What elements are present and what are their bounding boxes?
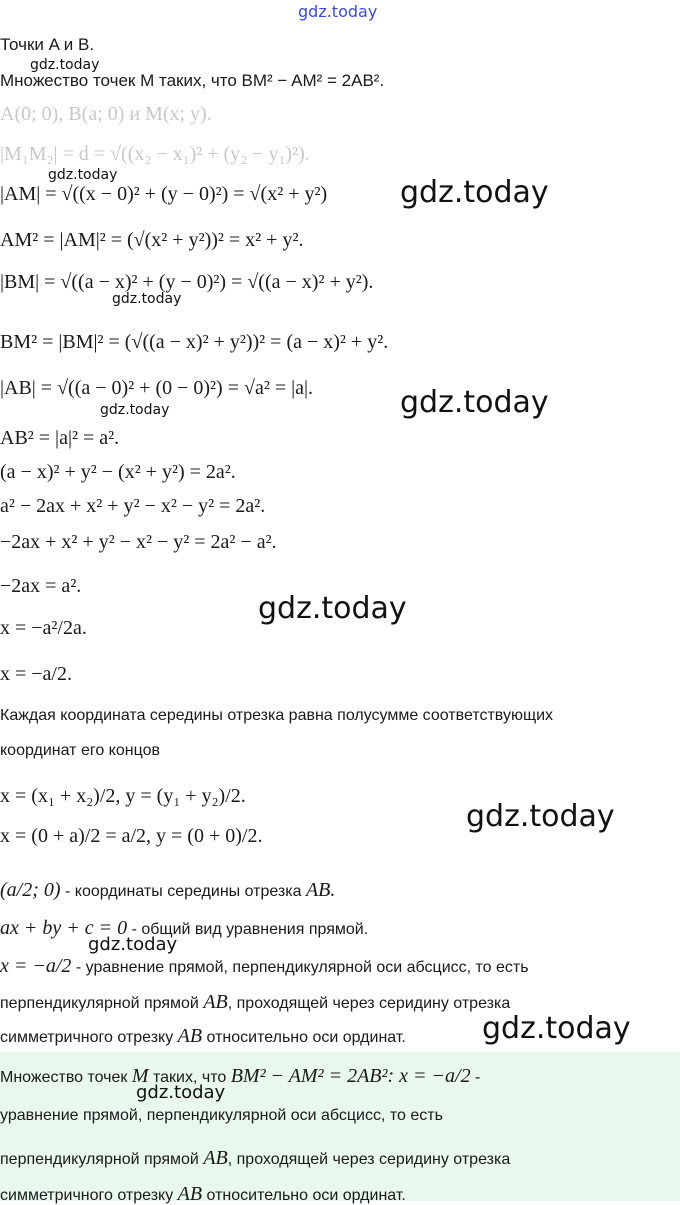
midpoint-math: (a/2; 0): [0, 879, 61, 901]
midpoint-text: - координаты середины отрезка: [60, 883, 306, 900]
perp-line: [0, 992, 510, 1012]
answer-line-2: уравнение прямой, перпендикулярной оси абсцисс, то есть: [0, 1107, 443, 1124]
general-text: - общий вид уравнения прямой.: [127, 921, 369, 938]
math-line-10: −2ax = a².: [0, 575, 82, 597]
perp-text-2: , проходящей через серидину отрезка: [227, 995, 511, 1012]
watermark-top: gdz.today: [298, 2, 378, 21]
answer-line-4: [0, 1184, 406, 1204]
watermark-large: gdz.today: [400, 175, 549, 210]
midpoint-ab: AB.: [305, 879, 336, 901]
math-line-8: a² − 2ax + x² + y² − x² − y² = 2a².: [0, 495, 266, 517]
watermark-large: gdz.today: [258, 591, 407, 626]
perp-ab: AB: [203, 991, 228, 1013]
answer-m: M: [131, 1065, 149, 1087]
faded-coords: A(0; 0), B(a; 0) и M(x; y).: [0, 103, 212, 125]
math-line-7: (a − x)² + y² − (x² + y²) = 2a².: [0, 461, 236, 483]
math-line-14: x = (0 + a)/2 = a/2, y = (0 + 0)/2.: [0, 825, 263, 847]
answer-line-3: [0, 1148, 510, 1168]
line-text: - уравнение прямой, перпендикулярной оси абсцисс, то есть: [71, 959, 529, 976]
sym-ab: AB: [177, 1025, 203, 1047]
watermark-large: gdz.today: [466, 799, 615, 834]
watermark-large: gdz.today: [482, 1011, 631, 1046]
line-math: x = −a/2: [0, 955, 72, 977]
math-line-4: BM² = |BM|² = (√((a − x)² + y²))² = (a − x)² + y².: [0, 331, 389, 353]
sym-text-2: относительно оси ординат.: [202, 1029, 406, 1046]
sym-line: [0, 1026, 406, 1046]
sym-text: симметричного отрезку: [0, 1029, 178, 1046]
answer-text-1: Множество точек: [0, 1069, 132, 1086]
watermark-small: gdz.today: [88, 934, 178, 955]
line-equation: [0, 956, 529, 976]
watermark-large: gdz.today: [400, 385, 549, 420]
answer-ab-4: AB: [177, 1183, 203, 1205]
answer-block: [0, 1052, 680, 1205]
text-midpoint-rule-2: координат его концов: [0, 742, 160, 759]
answer-line-1: [0, 1066, 480, 1086]
midpoint-line: [0, 880, 335, 900]
math-line-11: x = −a²/2a.: [0, 617, 87, 639]
watermark-small: gdz.today: [136, 1082, 226, 1103]
faded-points: Точки A и B.: [0, 35, 95, 54]
answer-end: -: [470, 1069, 481, 1086]
watermark-small: gdz.today: [112, 291, 182, 307]
math-line-2: AM² = |AM|² = (√(x² + y²))² = x² + y².: [0, 229, 304, 251]
answer-text-3b: , проходящей через серидину отрезка: [227, 1151, 511, 1168]
general-math: ax + by + c = 0: [0, 917, 128, 939]
math-line-5: |AB| = √((a − 0)² + (0 − 0)²) = √a² = |a|.: [0, 377, 314, 399]
answer-text-4: симметричного отрезку: [0, 1187, 178, 1204]
watermark-small: gdz.today: [30, 57, 100, 73]
answer-math: BM² − AM² = 2AB²: x = −a/2: [230, 1065, 471, 1087]
perp-text: перпендикулярной прямой: [0, 995, 204, 1012]
math-line-12: x = −a/2.: [0, 663, 72, 685]
math-line-3: |BM| = √((a − x)² + (y − 0)²) = √((a − x)² + y²).: [0, 271, 374, 293]
text-midpoint-rule-1: Каждая координата середины отрезка равна полусумме соответствующих: [0, 707, 554, 724]
math-line-9: −2ax + x² + y² − x² − y² = 2a² − a².: [0, 531, 277, 553]
watermark-small: gdz.today: [48, 167, 118, 183]
math-line-6: AB² = |a|² = a².: [0, 427, 120, 449]
answer-text-4b: относительно оси ординат.: [202, 1187, 406, 1204]
watermark-small: gdz.today: [100, 402, 170, 418]
faded-set: Множество точек M таких, что BM² − AM² = 2AB².: [0, 71, 385, 90]
answer-text-3: перпендикулярной прямой: [0, 1151, 204, 1168]
math-line-13: x = (x₁ + x₂)/2, y = (y₁ + y₂)/2.: [0, 785, 246, 807]
general-line: [0, 918, 368, 938]
math-line-1: |AM| = √((x − 0)² + (y − 0)²) = √(x² + y²): [0, 183, 328, 205]
answer-ab-3: AB: [203, 1147, 228, 1169]
faded-distance: |M₁M₂| = d = √((x₂ − x₁)² + (y₂ − y₁)²).: [0, 143, 310, 165]
answer-text-1b: таких, что: [148, 1069, 231, 1086]
